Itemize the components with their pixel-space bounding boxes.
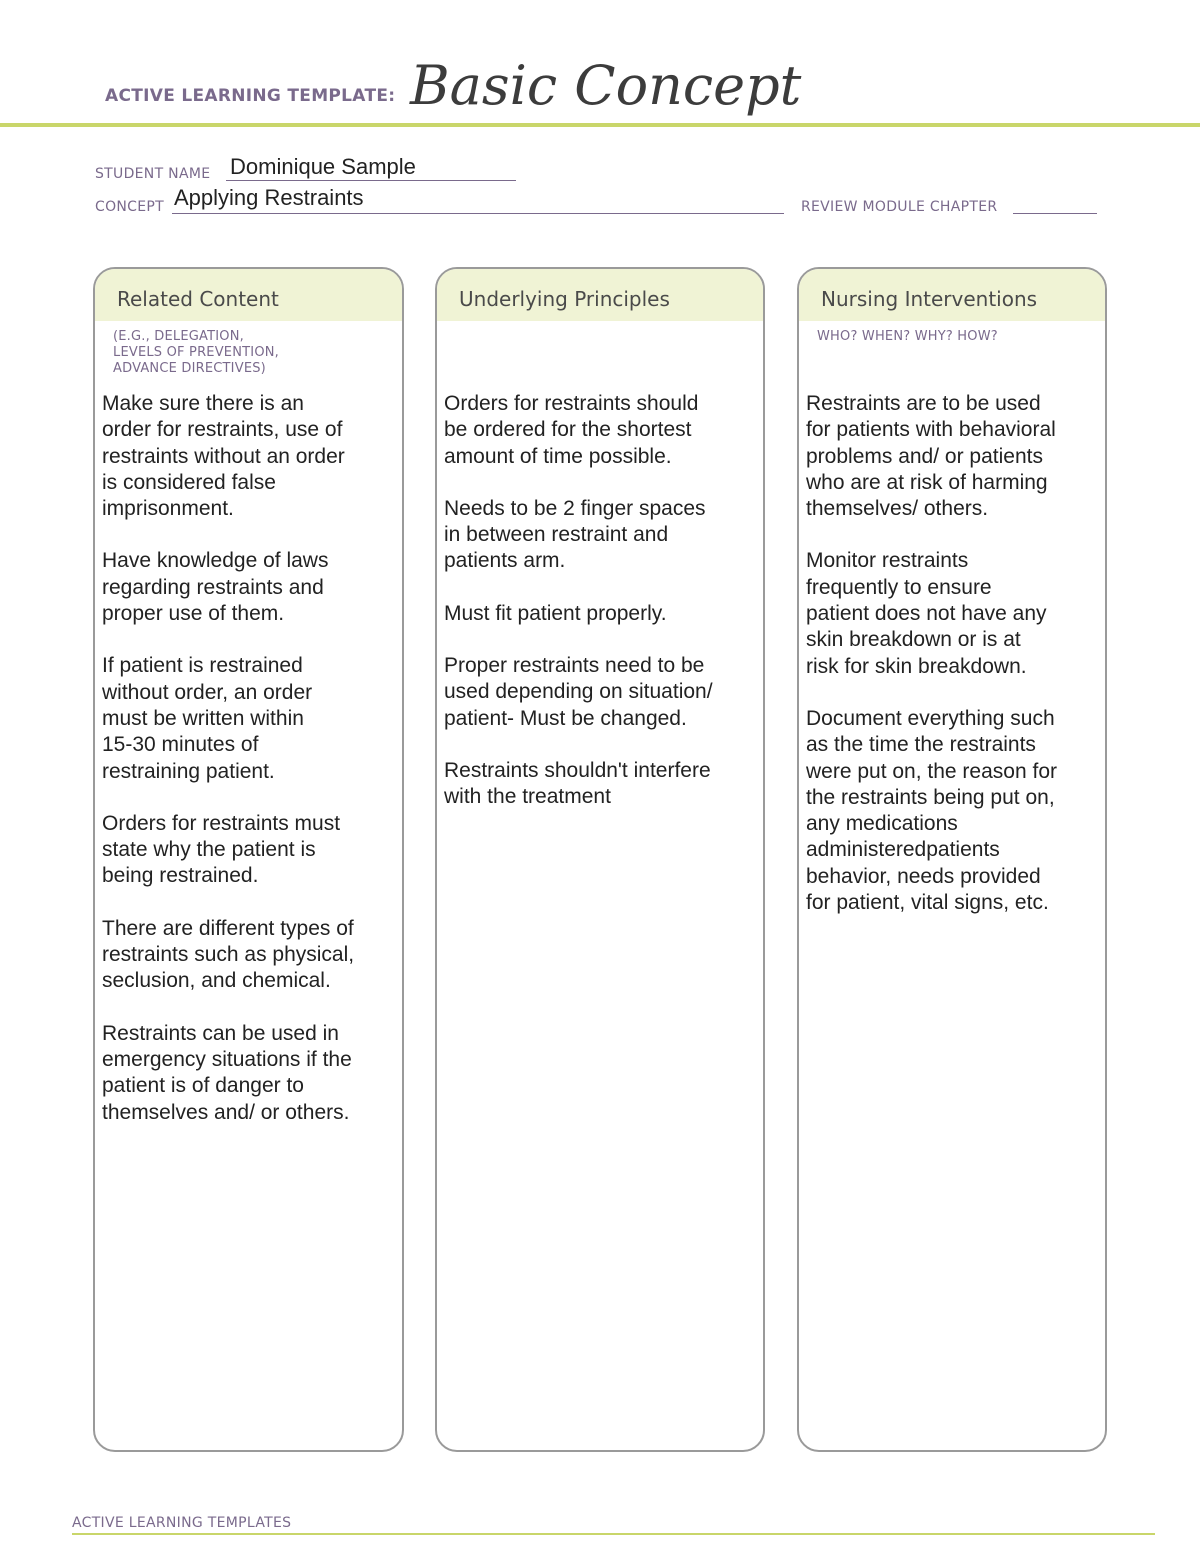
footer-label: ACTIVE LEARNING TEMPLATES <box>72 1515 292 1531</box>
related-content-paragraph: Have knowledge of laws regarding restraints and proper use of them. <box>102 549 329 626</box>
student-name-field[interactable]: Dominique Sample <box>230 154 416 179</box>
student-name-label: STUDENT NAME <box>95 166 211 182</box>
nursing-interventions-subtitle: WHO? WHEN? WHY? HOW? <box>817 329 998 344</box>
underlying-principles-title: Underlying Principles <box>437 269 763 321</box>
underlying-principles-paragraph: Restraints shouldn't interfere with the treatment <box>444 758 711 809</box>
concept-label: CONCEPT <box>95 199 164 215</box>
related-content-paragraph: If patient is restrained without order, an order must be written within 15-30 minutes of restraining patient. <box>102 654 313 783</box>
footer-divider <box>72 1533 1155 1535</box>
template-label: ACTIVE LEARNING TEMPLATE: <box>105 86 396 106</box>
review-module-label: REVIEW MODULE CHAPTER <box>801 199 998 215</box>
page-title: Basic Concept <box>410 54 802 117</box>
related-content-subtitle: (E.G., DELEGATION, LEVELS OF PREVENTION, ADVANCE DIRECTIVES) <box>113 329 280 376</box>
nursing-interventions-title: Nursing Interventions <box>799 269 1105 321</box>
related-content-paragraph: There are different types of restraints such as physical, seclusion, and chemical. <box>102 916 355 993</box>
underlying-principles-paragraph: Proper restraints need to be used depending on situation/ patient- Must be changed. <box>444 654 713 730</box>
underlying-principles-paragraph: Orders for restraints should be ordered for the shortest amount of time possible. <box>444 392 699 468</box>
nursing-interventions-paragraph: Monitor restraints frequently to ensure patient does not have any skin breakdown or is at risk for skin breakdown. <box>806 549 1047 678</box>
related-content-paragraph: Orders for restraints must state why the patient is being restrained. <box>102 811 341 888</box>
related-content-text[interactable] <box>102 391 392 1152</box>
concept-field[interactable]: Applying Restraints <box>174 185 364 210</box>
related-content-paragraph: Make sure there is an order for restraints, use of restraints without an order is considered false imprisonment. <box>102 392 345 521</box>
underlying-principles-paragraph: Needs to be 2 finger spaces in between restraint and patients arm. <box>444 496 706 573</box>
nursing-interventions-paragraph: Document everything such as the time the restraints were put on, the reason for the restraints being put on, any medications administeredpatients behavior, needs provided for patient, vital signs, etc. <box>806 706 1057 915</box>
header-divider <box>0 123 1200 127</box>
related-content-box <box>93 267 404 1452</box>
related-content-title: Related Content <box>95 269 402 321</box>
underlying-principles-text[interactable] <box>444 391 753 837</box>
related-content-paragraph: Restraints can be used in emergency situations if the patient is of danger to themselves and/ or others. <box>102 1021 352 1124</box>
student-name-line <box>226 180 516 181</box>
underlying-principles-box <box>435 267 765 1452</box>
review-module-field[interactable] <box>1013 213 1097 214</box>
underlying-principles-paragraph: Must fit patient properly. <box>444 601 667 625</box>
concept-line <box>172 213 784 214</box>
nursing-interventions-paragraph: Restraints are to be used for patients with behavioral problems and/ or patients who are at risk of harming themselves/ others. <box>806 392 1056 521</box>
nursing-interventions-box <box>797 267 1107 1452</box>
nursing-interventions-text[interactable] <box>806 391 1095 942</box>
